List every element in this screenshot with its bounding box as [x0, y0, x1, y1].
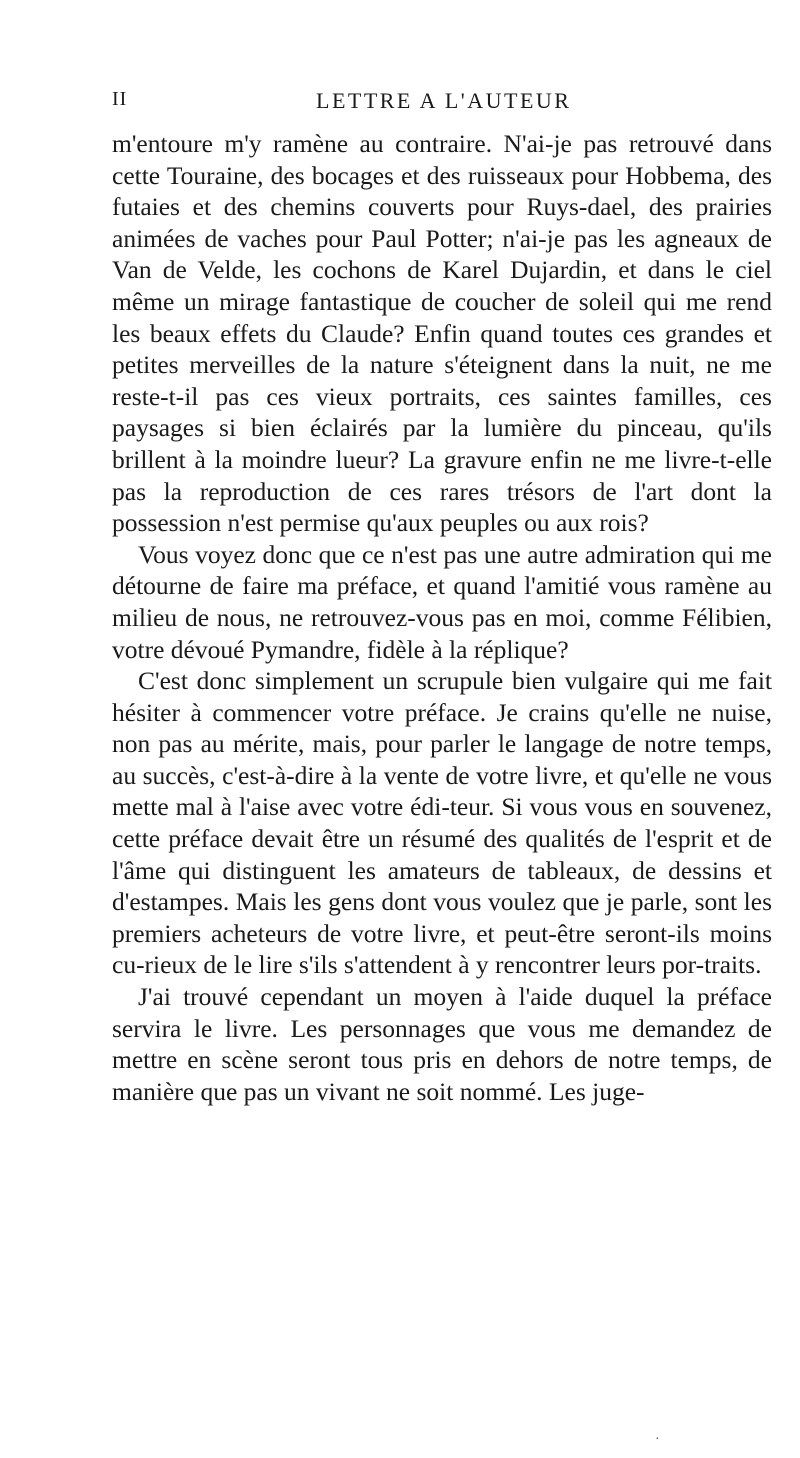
page-number: II [112, 88, 128, 110]
body-text [112, 128, 772, 1107]
paragraph-continuation: m'entoure m'y ramène au contraire. N'ai-je pas retrouvé dans cette Touraine, des bocages et des ruisseaux pour Hobbema, des futaies et des chemins couverts pour Ruys-dael, des prairies animées de vaches pour Paul Potter; n'ai-je pas les agneaux de Van de Velde, les cochons de Karel Dujardin, et dans le ciel même un mirage fantastique de coucher de soleil qui me rend les beaux effets du Claude? Enfin quand toutes ces grandes et petites merveilles de la nature s'éteignent dans la nuit, ne me reste-t-il pas ces vieux portraits, ces saintes familles, ces paysages si bien éclairés par la lumière du pinceau, qu'ils brillent à la moindre lueur? La gravure enfin ne me livre-t-elle pas la reproduction de ces rares trésors de l'art dont la possession n'est permise qu'aux peuples ou aux rois? [112, 129, 772, 538]
paragraph: C'est donc simplement un scrupule bien vulgaire qui me fait hésiter à commencer votre préface. Je crains qu'elle ne nuise, non pas au mérite, mais, pour parler le langage de notre temps, au succès, c'est-à-dire à la vente de votre livre, et qu'elle ne vous mette mal à l'aise avec votre édi-teur. Si vous vous en souvenez, cette préface devait être un résumé des qualités de l'esprit et de l'âme qui distinguent les amateurs de tableaux, de dessins et d'estampes. Mais les gens dont vous voulez que je parle, sont les premiers acheteurs de votre livre, et peut-être seront-ils moins cu-rieux de le lire s'ils s'attendent à y rencontrer leurs por-traits. [112, 666, 772, 980]
running-head: LETTRE A L'AUTEUR [316, 88, 572, 113]
paragraph: J'ai trouvé cependant un moyen à l'aide duquel la préface servira le livre. Les personnages que vous me demandez de mettre en scène seront tous pris en dehors de notre temps, de manière que pas un vivant ne soit nommé. Les juge- [112, 982, 772, 1106]
ink-speck: · [655, 1432, 660, 1447]
page-header [0, 88, 800, 116]
paragraph: Vous voyez donc que ce n'est pas une autre admiration qui me détourne de faire ma préface, et quand l'amitié vous ramène au milieu de nous, ne retrouvez-vous pas en moi, comme Félibien, votre dévoué Pymandre, fidèle à la réplique? [112, 539, 772, 664]
